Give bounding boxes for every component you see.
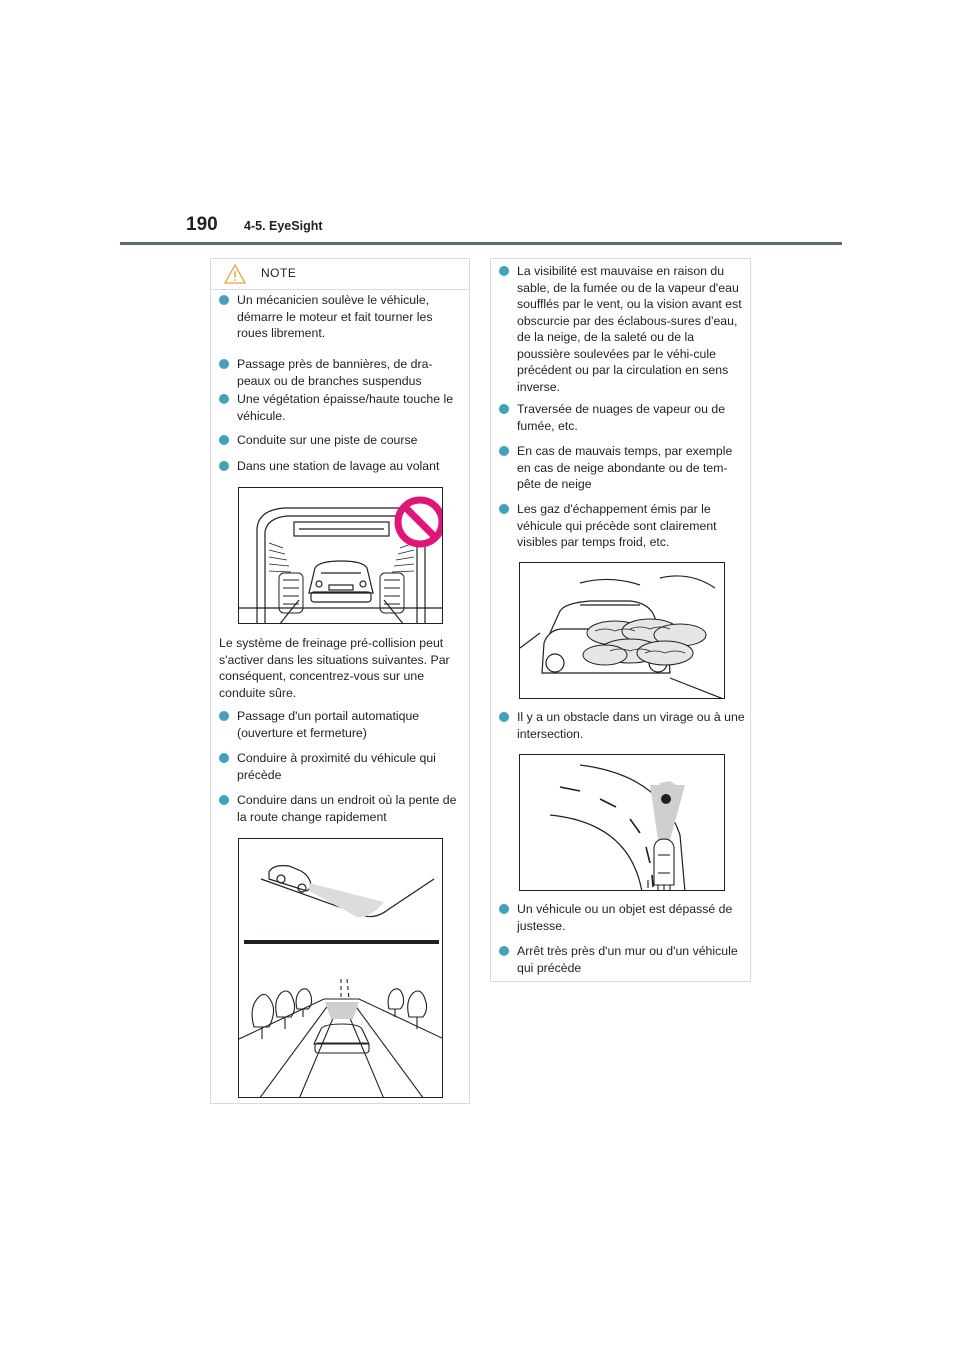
list-item: Traversée de nuages de vapeur ou de fumée, etc. [499, 401, 746, 434]
list-item: Il y a un obstacle dans un virage ou à une intersection. [499, 709, 746, 742]
page-number: 190 [186, 214, 218, 235]
bullet-icon [499, 712, 509, 722]
obstacle-marker [661, 794, 671, 804]
warning-triangle-icon [224, 264, 246, 289]
intro-paragraph: Le système de freinage pré-collision peut s'activer dans les situations suivantes. Par conséquent, concentrez-vous sur une conduite sûre. [219, 636, 450, 700]
bullet-icon [499, 946, 509, 956]
section-title: 4-5. EyeSight [244, 219, 323, 233]
bullet-icon [219, 795, 229, 805]
list-item: Conduire à proximité du véhicule qui précède [219, 750, 464, 783]
list-item: Conduite sur une piste de course [219, 432, 464, 449]
list-item: Les gaz d'échappement émis par le véhicule qui précède sont clairement visibles par temps froid, etc. [499, 501, 746, 551]
bullet-icon [219, 359, 229, 369]
bullet-icon [499, 266, 509, 276]
note-label: NOTE [261, 266, 297, 280]
list-item: Passage près de bannières, de dra-peaux ou de branches suspendus [219, 356, 464, 389]
bullet-icon [219, 394, 229, 404]
road-slope-illustration [238, 838, 443, 1098]
curve-obstacle-illustration [519, 754, 725, 891]
bullet-icon [219, 711, 229, 721]
prohibited-icon [398, 500, 442, 544]
list-item: Passage d'un portail automatique (ouverture et fermeture) [219, 708, 464, 741]
note-box-left [210, 258, 470, 1104]
bullet-icon [219, 295, 229, 305]
bullet-icon [499, 446, 509, 456]
bullet-icon [219, 461, 229, 471]
car-wash-illustration [238, 487, 443, 624]
bullet-icon [499, 404, 509, 414]
note-header [211, 259, 469, 290]
bullet-icon [219, 435, 229, 445]
bullet-icon [499, 904, 509, 914]
exhaust-illustration [519, 562, 725, 699]
header-rule [120, 242, 842, 245]
list-item: Un véhicule ou un objet est dépassé de justesse. [499, 901, 746, 934]
list-item: En cas de mauvais temps, par exemple en cas de neige abondante ou de tem-pête de neige [499, 443, 746, 493]
bullet-icon [499, 504, 509, 514]
list-item: Une végétation épaisse/haute touche le véhicule. [219, 391, 464, 424]
bullet-icon [219, 753, 229, 763]
list-item: Un mécanicien soulève le véhicule, démarre le moteur et fait tourner les roues librement. [219, 292, 464, 342]
note-box-right [490, 258, 751, 982]
list-item: Conduire dans un endroit où la pente de la route change rapidement [219, 792, 464, 825]
list-item: Arrêt très près d'un mur ou d'un véhicule qui précède [499, 943, 746, 976]
list-item: La visibilité est mauvaise en raison du sable, de la fumée ou de la vapeur d'eau soufflés par le vent, ou la vision avant est obscurcie par des éclabous-sures d'eau, de la neige, de la saleté ou de la poussière soulevées par le véhi-cule précédent ou par la circulation en sens inverse. [499, 263, 746, 395]
list-item: Dans une station de lavage au volant [219, 458, 464, 475]
